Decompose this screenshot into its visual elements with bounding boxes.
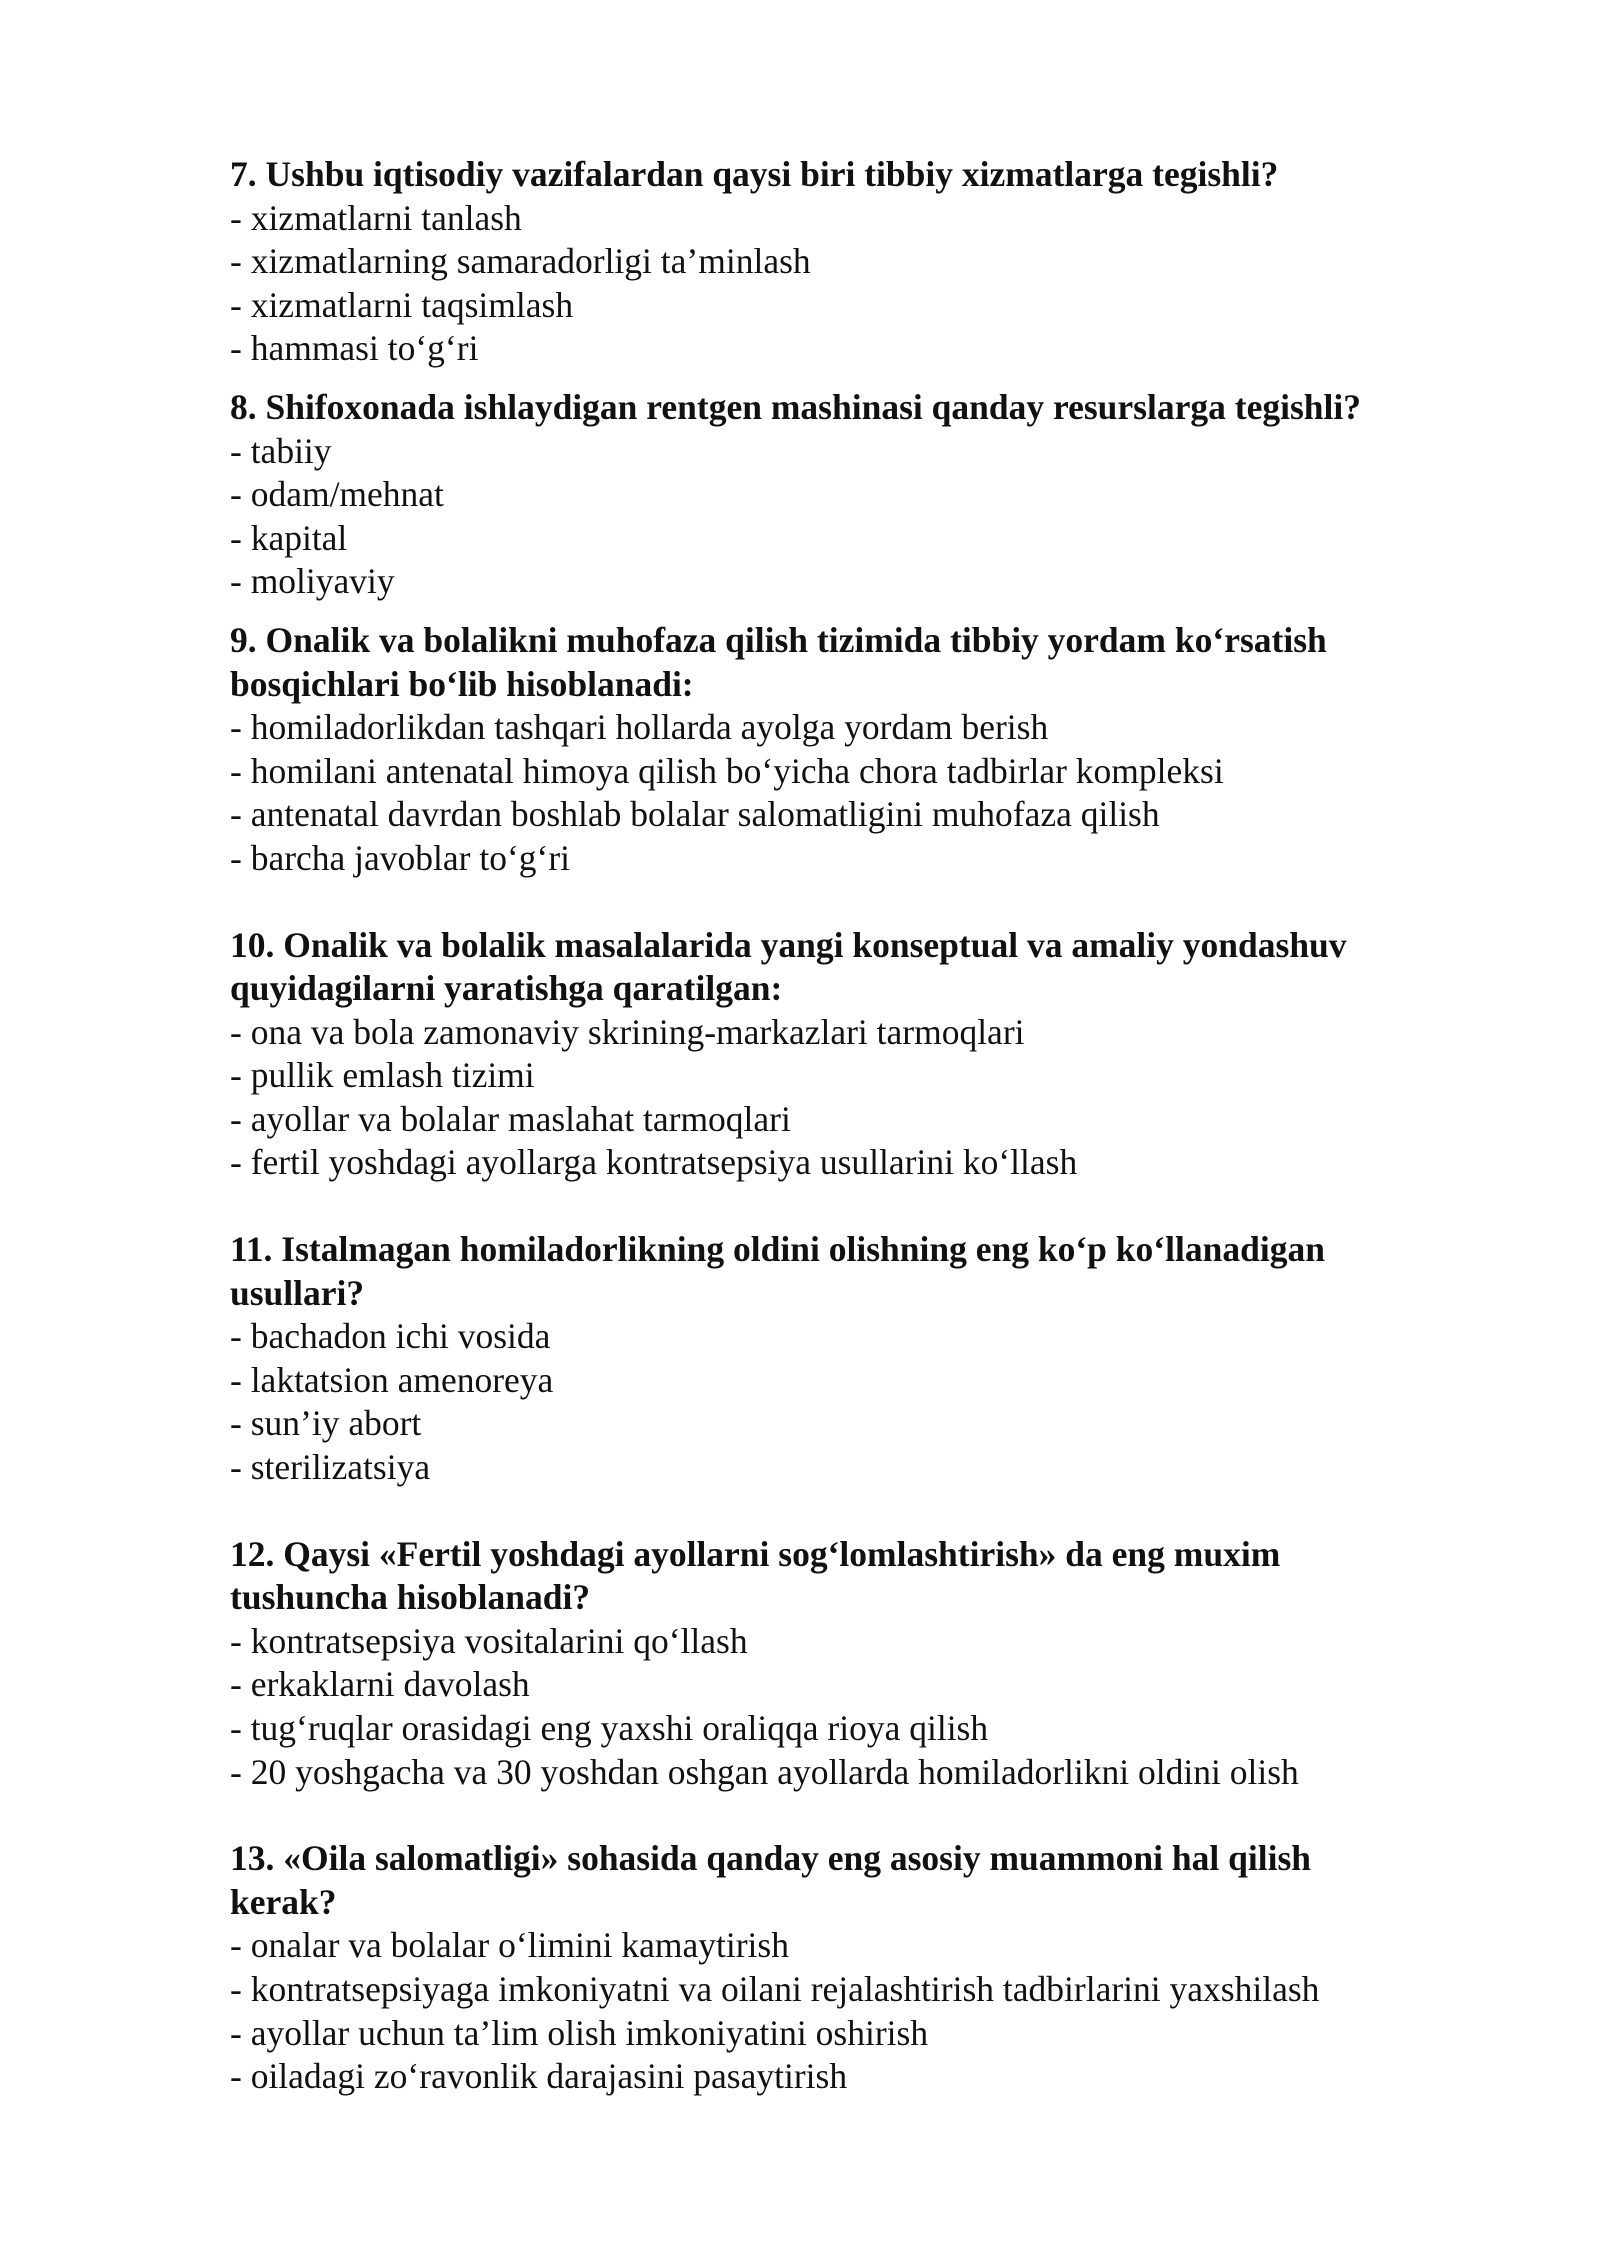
document-page — [230, 153, 1510, 2099]
answer-option: - onalar va bolalar o‘limini kamaytirish — [230, 1925, 789, 1966]
answer-option: - kontratsepsiya vositalarini qo‘llash — [230, 1620, 748, 1661]
question-title-line: tushuncha hisoblanadi? — [230, 1577, 591, 1618]
answer-option: - homilani antenatal himoya qilish bo‘yicha chora tadbirlar kompleksi — [230, 750, 1224, 791]
question-title-line: 11. Istalmagan homiladorlikning oldini olishning eng ko‘p ko‘llanadigan — [230, 1229, 1325, 1270]
question-title-line: usullari? — [230, 1272, 365, 1313]
answer-option: - homiladorlikdan tashqari hollarda ayolga yordam berish — [230, 707, 1049, 748]
question-title-line: kerak? — [230, 1881, 337, 1922]
answer-option: - tabiiy — [230, 430, 332, 471]
question-title-line: 12. Qaysi «Fertil yoshdagi ayollarni sog‘lomlashtirish» da eng muxim — [230, 1533, 1281, 1574]
answer-option: - xizmatlarni tanlash — [230, 197, 522, 238]
answer-option: - oiladagi zo‘ravonlik darajasini pasaytirish — [230, 2056, 848, 2097]
question-10 — [230, 924, 1510, 1186]
spacer — [230, 371, 1510, 386]
question-12 — [230, 1533, 1510, 1795]
answer-option: - odam/mehnat — [230, 474, 444, 515]
answer-option: - xizmatlarni taqsimlash — [230, 284, 574, 325]
answer-option: - pullik emlash tizimi — [230, 1055, 535, 1096]
answer-option: - kapital — [230, 517, 348, 558]
answer-option: - fertil yoshdagi ayollarga kontratsepsiya usullarini ko‘llash — [230, 1142, 1078, 1183]
question-title-line: quyidagilarni yaratishga qaratilgan: — [230, 968, 783, 1009]
spacer — [230, 604, 1510, 619]
answer-option: - ayollar va bolalar maslahat tarmoqlari — [230, 1098, 791, 1139]
answer-option: - kontratsepsiyaga imkoniyatni va oilani rejalashtirish tadbirlarini yaxshilash — [230, 1968, 1320, 2009]
answer-option: - sun’iy abort — [230, 1403, 422, 1444]
question-7 — [230, 153, 1510, 371]
answer-option: - ayollar uchun ta’lim olish imkoniyatini oshirish — [230, 2012, 929, 2053]
answer-option: - bachadon ichi vosida — [230, 1316, 551, 1357]
answer-option: - xizmatlarning samaradorligi ta’minlash — [230, 241, 811, 282]
question-title: 7. Ushbu iqtisodiy vazifalardan qaysi biri tibbiy xizmatlarga tegishli? — [230, 154, 1279, 194]
spacer — [230, 1185, 1510, 1228]
answer-option: - barcha javoblar to‘g‘ri — [230, 837, 571, 878]
question-title: 8. Shifoxonada ishlaydigan rentgen mashinasi qanday resurslarga tegishli? — [230, 386, 1361, 427]
answer-option: - laktatsion amenoreya — [230, 1359, 554, 1400]
answer-option: - 20 yoshgacha va 30 yoshdan oshgan ayollarda homiladorlikni oldini olish — [230, 1751, 1299, 1792]
spacer — [230, 1794, 1510, 1837]
answer-option: - erkaklarni davolash — [230, 1664, 530, 1705]
answer-option: - tug‘ruqlar orasidagi eng yaxshi oraliqqa rioya qilish — [230, 1708, 989, 1748]
answer-option: - hammasi to‘g‘ri — [230, 328, 479, 369]
question-11 — [230, 1228, 1510, 1490]
spacer — [230, 1490, 1510, 1533]
answer-option: - moliyaviy — [230, 561, 395, 602]
answer-option: - ona va bola zamonaviy skrining-markazlari tarmoqlari — [230, 1011, 1025, 1052]
question-13 — [230, 1837, 1510, 2099]
question-8 — [230, 386, 1510, 604]
question-title-line: 10. Onalik va bolalik masalalarida yangi konseptual va amaliy yondashuv — [230, 924, 1347, 965]
question-9 — [230, 619, 1510, 881]
question-title-line: 9. Onalik va bolalikni muhofaza qilish tizimida tibbiy yordam ko‘rsatish — [230, 619, 1327, 660]
spacer — [230, 881, 1510, 924]
answer-option: - sterilizatsiya — [230, 1447, 431, 1488]
question-title-line: bosqichlari bo‘lib hisoblanadi: — [230, 663, 694, 704]
answer-option: - antenatal davrdan boshlab bolalar salomatligini muhofaza qilish — [230, 794, 1160, 835]
question-title-line: 13. «Oila salomatligi» sohasida qanday eng asosiy muammoni hal qilish — [230, 1838, 1312, 1879]
